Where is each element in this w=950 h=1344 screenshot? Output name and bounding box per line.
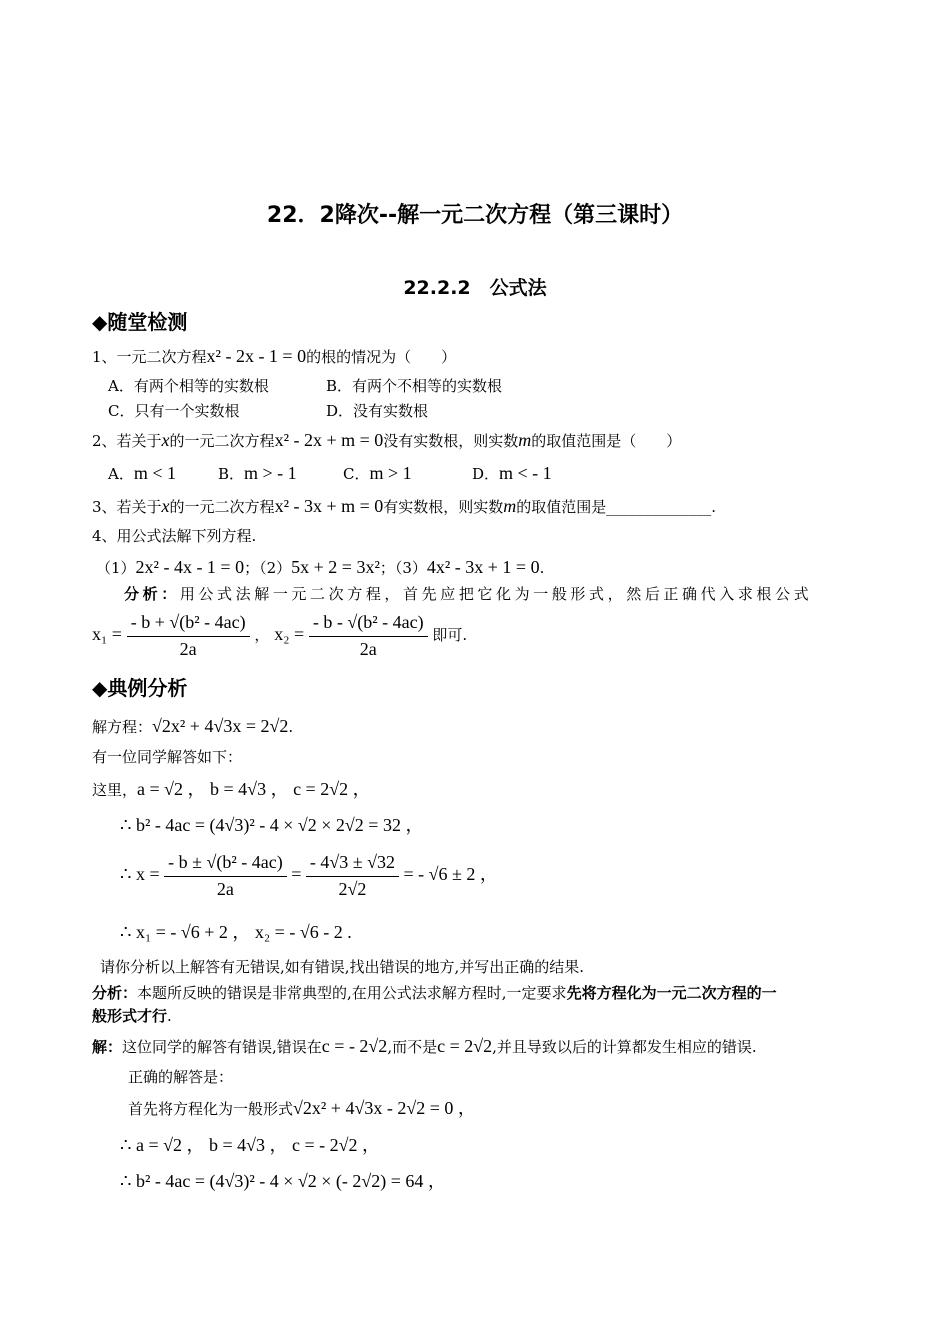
section-heading-example: ◆典例分析 [92,676,188,700]
question-2-equation: x² - 2x + m = 0 [274,430,384,450]
page-title: 22．2降次--解一元二次方程（第三课时） [266,203,684,228]
question-1-option-b: B．有两个不相等的实数根 [326,377,503,395]
solution-label: 解： [92,1038,123,1056]
question-3-stem-d: 的取值范围是 [516,498,607,516]
question-2-option-a [108,463,176,485]
answer-blank: ______________ [606,498,712,516]
root-result: = - √6 ± 2 ， [403,864,498,885]
x-label: ∴ x = [120,864,160,885]
x1-numerator: - b + √(b² - 4ac) [127,612,250,637]
analysis-text: 本题所反映的错误是非常典型的,在用公式法求解方程时,一定要求 [137,984,567,1002]
numerator: - b ± √(b² - 4ac) [164,852,287,877]
solution-text: ,而不是 [387,1038,438,1056]
x2-fraction [309,612,428,660]
question-3 [92,496,716,518]
question-2-stem-c: 没有实数根，则实数 [383,432,519,450]
solution-text: ,并且导致以后的计算都发生相应的错误. [492,1038,757,1056]
question-3-stem-b: 的一元二次方程 [169,498,275,516]
option-label: A． [108,465,134,483]
x2-numerator: - b - √(b² - 4ac) [309,612,428,637]
parts-end: . [539,559,545,577]
part-label: （1） [96,559,136,577]
section-heading-practice: ◆随堂检测 [92,310,188,334]
question-3-stem-a: 3、若关于 [92,498,162,516]
question-3-variable-m: m [503,496,517,516]
denominator: 2a [216,878,234,899]
option-label: D． [472,465,500,483]
step-equation: √2x² + 4√3x - 2√2 = 0 ， [293,1098,476,1118]
question-2-variable: x [161,430,170,450]
question-1 [92,346,456,368]
question-2-stem-d: 的取值范围是（ ） [531,432,682,450]
correct-c: c = - 2√2 [321,1036,388,1056]
part-label: ；（2） [244,559,292,577]
question-1-option-d: D．没有实数根 [326,402,429,420]
x1-fraction [127,612,250,660]
question-2-stem-a: 2、若关于 [92,432,162,450]
question-4-analysis [124,585,812,603]
example-coefficients [92,779,371,801]
analysis-emphasis: 般形式才行 [92,1007,168,1025]
analysis-emphasis: 先将方程化为一元二次方程的一 [566,984,777,1002]
example-task: 请你分析以上解答有无错误,如有错误,找出错误的地方,并写出正确的结果. [100,958,585,976]
example-problem [92,716,293,738]
question-3-equation: x² - 3x + m = 0 [274,496,384,516]
example-intro: 有一位同学解答如下： [92,748,243,766]
option-value: m > - 1 [244,463,297,483]
analysis-label: 分析： [124,585,180,603]
example-root-formula [120,852,498,900]
option-label: C． [343,465,370,483]
question-4-stem: 4、用公式法解下列方程. [92,527,257,545]
quadratic-formula [92,612,467,660]
example-solution-line [92,1036,757,1058]
formula-tail: 即可. [432,626,468,645]
problem-label: 解方程： [92,718,153,736]
denominator: 2√2 [338,878,367,899]
question-3-variable: x [161,496,170,516]
question-1-stem-b: 的根的情况为（ ） [306,348,457,366]
question-1-option-a: A．有两个相等的实数根 [108,377,269,395]
question-1-option-c: C．只有一个实数根 [108,402,240,420]
section-subtitle: 22.2.2 公式法 [403,277,547,299]
step-text: 首先将方程化为一般形式 [128,1100,294,1118]
option-value: m > 1 [369,463,412,483]
part-3-equation: 4x² - 3x + 1 = 0 [426,557,540,577]
correct-step-1 [128,1098,476,1120]
example-analysis-line1 [92,984,777,1002]
part-1-equation: 2x² - 4x - 1 = 0 [135,557,245,577]
example-analysis-line2 [92,1007,172,1025]
question-3-stem-c: 有实数根，则实数 [383,498,504,516]
x2-label: x₂ = [274,624,305,645]
question-4-parts [96,557,544,579]
question-1-stem-a: 1、一元二次方程 [92,348,207,366]
here-label: 这里， [92,781,138,799]
option-value: m < - 1 [499,463,552,483]
part-2-equation: 5x + 2 = 3x² [291,557,380,577]
question-2-stem-b: 的一元二次方程 [169,432,275,450]
option-label: B． [218,465,245,483]
example-discriminant: ∴ b² - 4ac = (4√3)² - 4 × √2 × 2√2 = 32 ， [120,815,424,835]
separator: ， [254,626,270,645]
question-1-equation: x² - 2x - 1 = 0 [206,346,307,366]
question-2-option-b [218,463,297,485]
option-value: m < 1 [133,463,176,483]
numerator: - 4√3 ± √32 [306,852,399,877]
question-2 [92,430,681,452]
solution-text: 这位同学的解答有错误,错误在 [122,1038,322,1056]
coefficients: a = √2 ， b = 4√3 ， c = 2√2 ， [137,779,371,799]
x1-label: x₁ = [92,624,122,645]
x1-denominator: 2a [179,638,197,659]
question-2-option-c [343,463,412,485]
problem-end: . [288,718,294,736]
x2-denominator: 2a [359,638,377,659]
correct-step-3: ∴ b² - 4ac = (4√3)² - 4 × √2 × (- 2√2) = 64 ， [120,1171,446,1191]
equals-sign: = [291,864,302,885]
correct-solution-label: 正确的解答是： [128,1068,234,1086]
correct-step-2: ∴ a = √2 ， b = 4√3 ， c = - 2√2 ， [120,1135,381,1155]
part-label: ；（3） [379,559,427,577]
root-fraction-1 [164,852,287,900]
question-2-variable-m: m [518,430,532,450]
problem-equation: √2x² + 4√3x = 2√2 [152,716,289,736]
analysis-end: . [167,1007,172,1025]
wrong-c: c = 2√2 [437,1036,493,1056]
analysis-text: 用公式法解一元二次方程，首先应把它化为一般形式，然后正确代入求根公式 [179,585,813,603]
question-2-option-d [472,463,552,485]
analysis-label: 分析： [92,984,138,1002]
example-roots: ∴ x₁ = - √6 + 2 ， x₂ = - √6 - 2 . [120,922,352,942]
question-3-end: . [711,498,717,516]
root-fraction-2 [306,852,399,900]
